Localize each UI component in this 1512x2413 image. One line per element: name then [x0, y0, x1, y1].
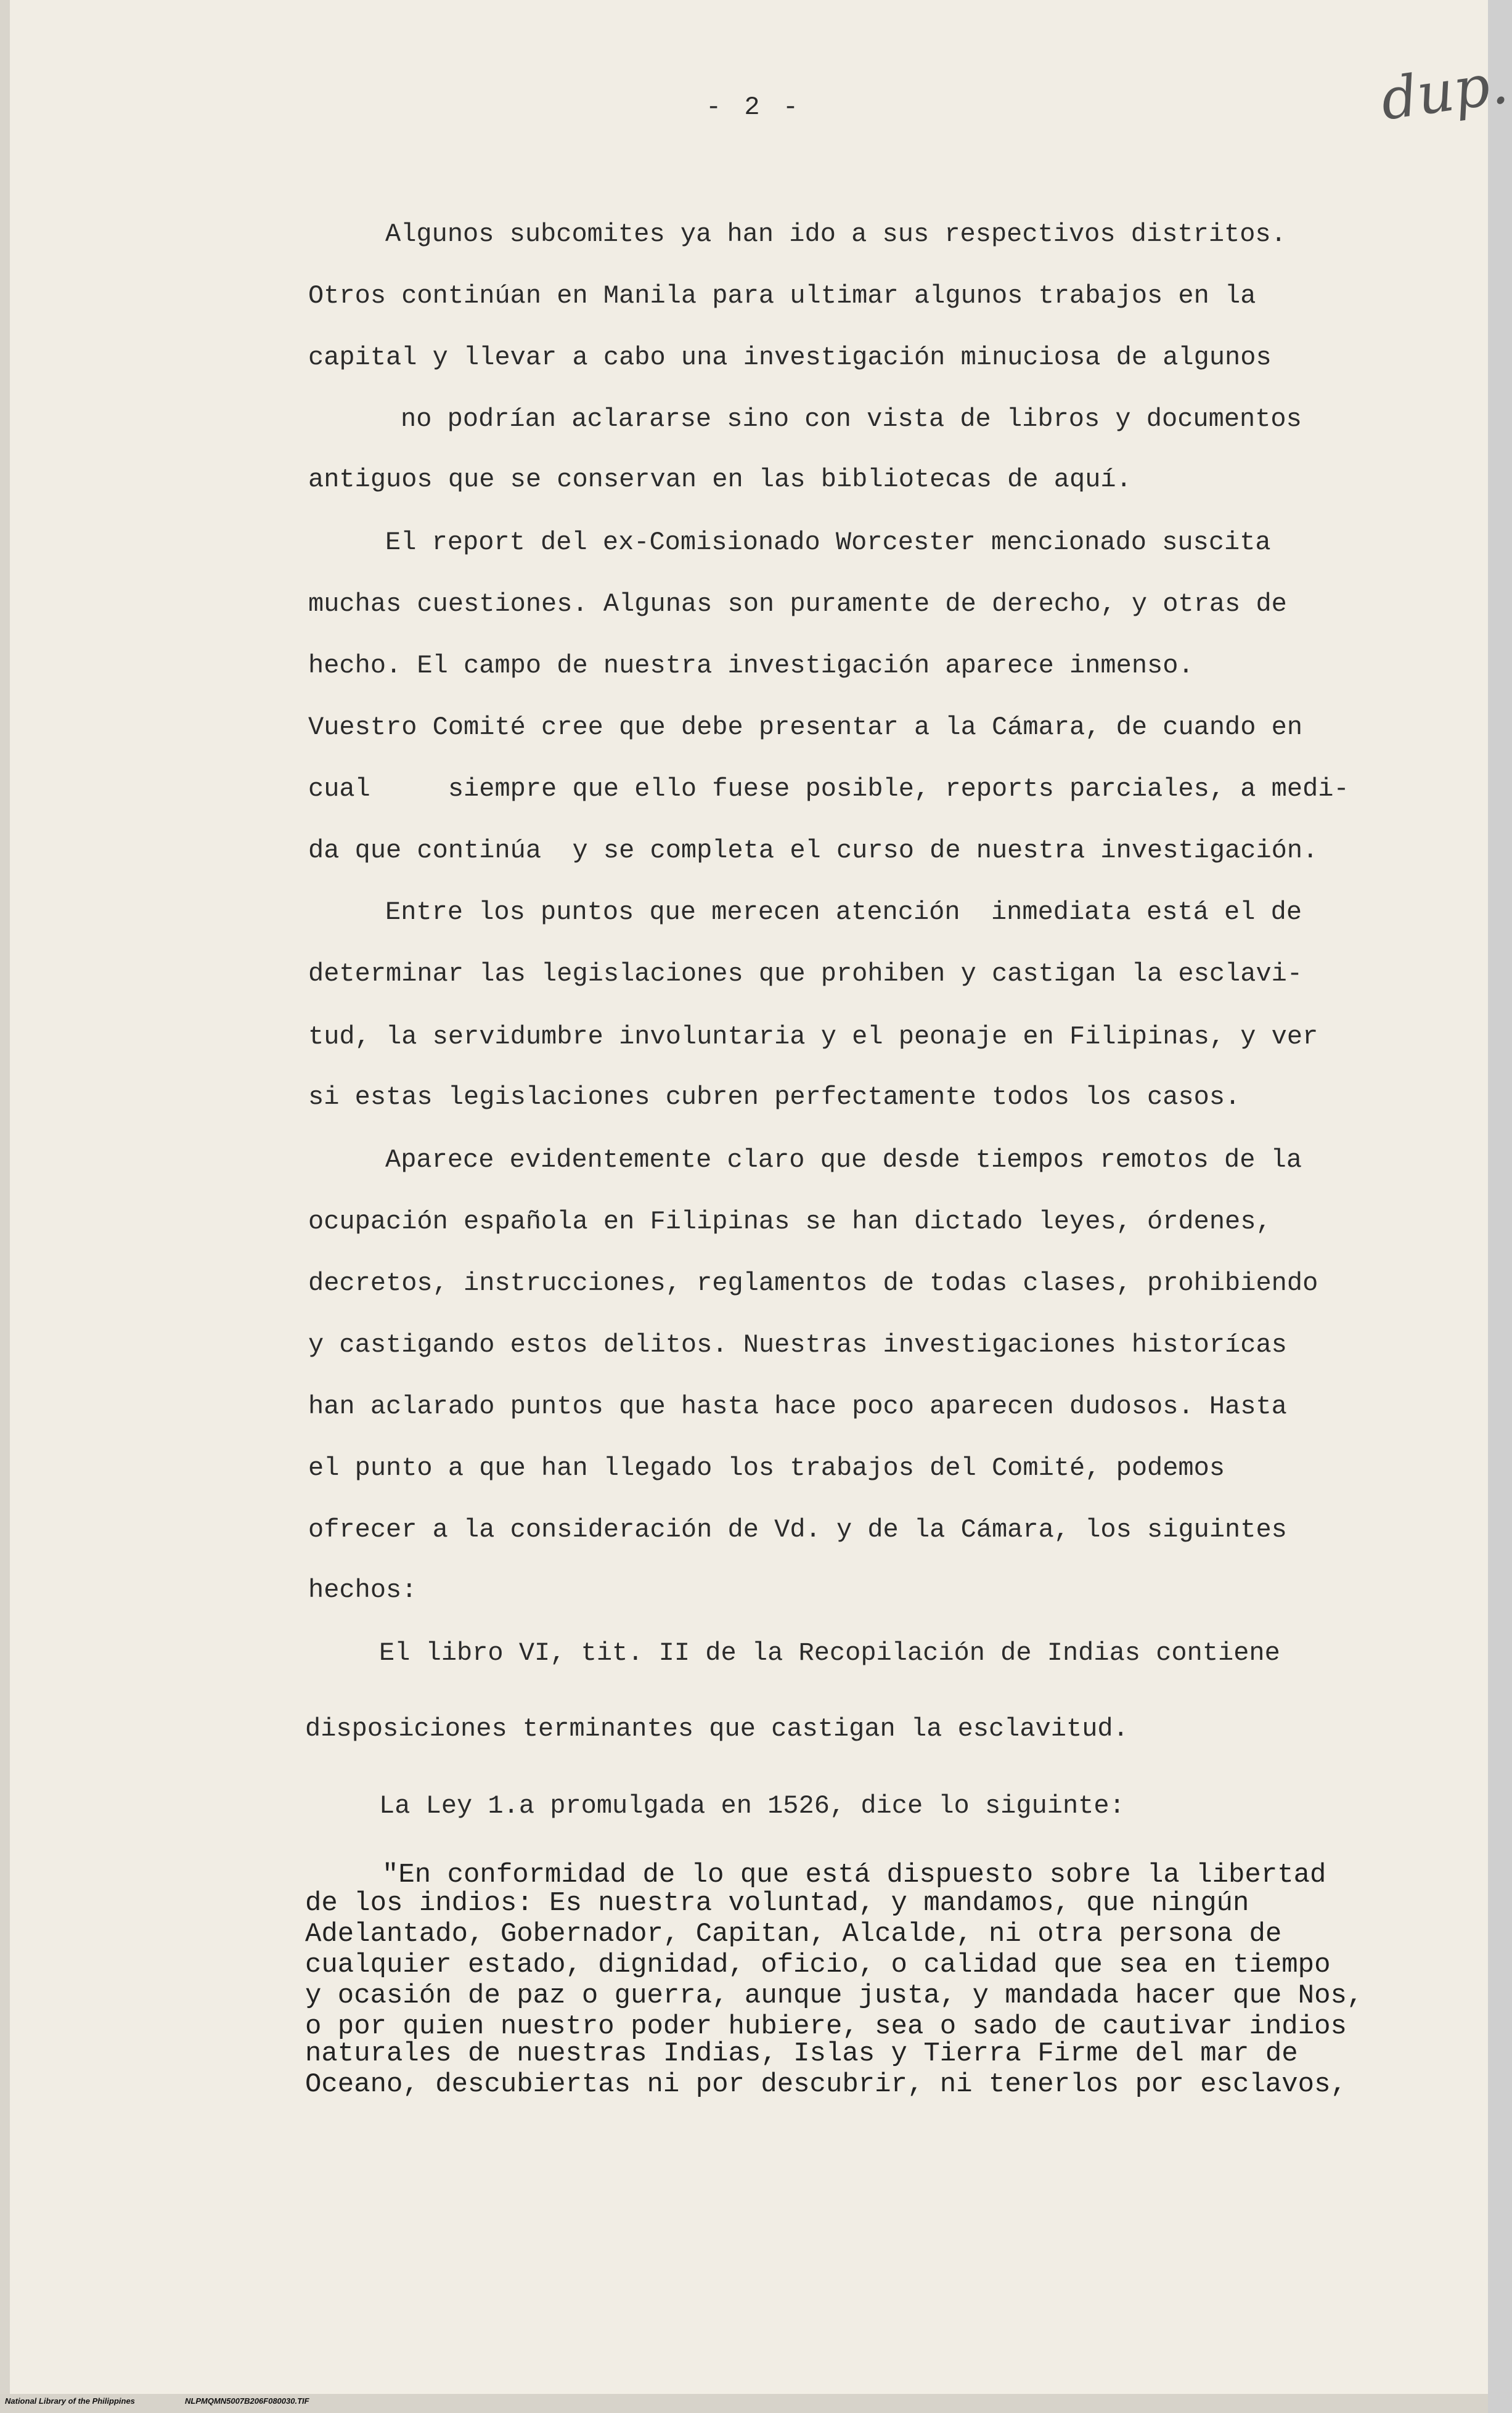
- body-line: tud, la servidumbre involuntaria y el peonaje en Filipinas, y ver: [308, 1022, 1318, 1051]
- quote-line: y ocasión de paz o guerra, aunque justa, y mandada hacer que Nos,: [305, 1980, 1363, 2011]
- body-line: cual siempre que ello fuese posible, reports parciales, a medi-: [308, 774, 1349, 804]
- body-line: Entre los puntos que merecen atención inmediata está el de: [385, 897, 1302, 927]
- page-number: - 2 -: [706, 92, 803, 122]
- body-line: y castigando estos delitos. Nuestras investigaciones historícas: [308, 1330, 1287, 1360]
- handwritten-annotation: dup.: [1376, 50, 1512, 133]
- body-line: Aparece evidentemente claro que desde tiempos remotos de la: [385, 1145, 1302, 1175]
- footer-library-label: National Library of the Philippines: [5, 2396, 135, 2406]
- body-line: da que continúa y se completa el curso de nuestra investigación.: [308, 836, 1318, 865]
- body-line: no podrían aclararse sino con vista de libros y documentos: [401, 404, 1302, 434]
- body-line: Otros continúan en Manila para ultimar algunos trabajos en la: [308, 281, 1256, 311]
- quote-line: cualquier estado, dignidad, oficio, o calidad que sea en tiempo: [305, 1950, 1331, 1980]
- body-line: ocupación española en Filipinas se han dictado leyes, órdenes,: [308, 1207, 1272, 1236]
- quote-line: de los indios: Es nuestra voluntad, y mandamos, que ningún: [305, 1888, 1249, 1919]
- footer-file-name: NLPMQMN5007B206F080030.TIF: [185, 2396, 309, 2406]
- body-line: El libro VI, tit. II de la Recopilación de Indias contiene: [379, 1638, 1280, 1668]
- quote-line: Adelantado, Gobernador, Capitan, Alcalde, ni otra persona de: [305, 1919, 1282, 1950]
- body-line: Algunos subcomites ya han ido a sus respectivos distritos.: [385, 219, 1286, 249]
- body-line: El report del ex-Comisionado Worcester mencionado suscita: [385, 528, 1271, 557]
- quote-line: Oceano, descubiertas ni por descubrir, ni tenerlos por esclavos,: [305, 2069, 1347, 2100]
- body-line: capital y llevar a cabo una investigación minuciosa de algunos: [308, 343, 1272, 372]
- body-line: el punto a que han llegado los trabajos del Comité, podemos: [308, 1453, 1225, 1483]
- body-line: muchas cuestiones. Algunas son puramente de derecho, y otras de: [308, 589, 1287, 619]
- body-line: hechos:: [308, 1575, 417, 1605]
- body-line: Vuestro Comité cree que debe presentar a la Cámara, de cuando en: [308, 712, 1303, 742]
- body-line: ofrecer a la consideración de Vd. y de la Cámara, los siguintes: [308, 1515, 1287, 1545]
- body-line: han aclarado puntos que hasta hace poco aparecen dudosos. Hasta: [308, 1392, 1287, 1421]
- body-line: determinar las legislaciones que prohiben y castigan la esclavi-: [308, 959, 1303, 989]
- quote-line: o por quien nuestro poder hubiere, sea o sado de cautivar indios: [305, 2011, 1347, 2042]
- body-line: hecho. El campo de nuestra investigación aparece inmenso.: [308, 651, 1194, 680]
- body-line: disposiciones terminantes que castigan la esclavitud.: [305, 1714, 1129, 1744]
- body-line: si estas legislaciones cubren perfectamente todos los casos.: [308, 1082, 1241, 1112]
- quote-line: naturales de nuestras Indias, Islas y Tierra Firme del mar de: [305, 2038, 1298, 2069]
- scan-edge: [0, 0, 10, 2413]
- quote-line: "En conformidad de lo que está dispuesto sobre la libertad: [382, 1860, 1326, 1890]
- body-line: La Ley 1.a promulgada en 1526, dice lo siguinte:: [379, 1791, 1125, 1821]
- body-line: antiguos que se conservan en las bibliotecas de aquí.: [308, 465, 1132, 494]
- body-line: decretos, instrucciones, reglamentos de todas clases, prohibiendo: [308, 1268, 1318, 1298]
